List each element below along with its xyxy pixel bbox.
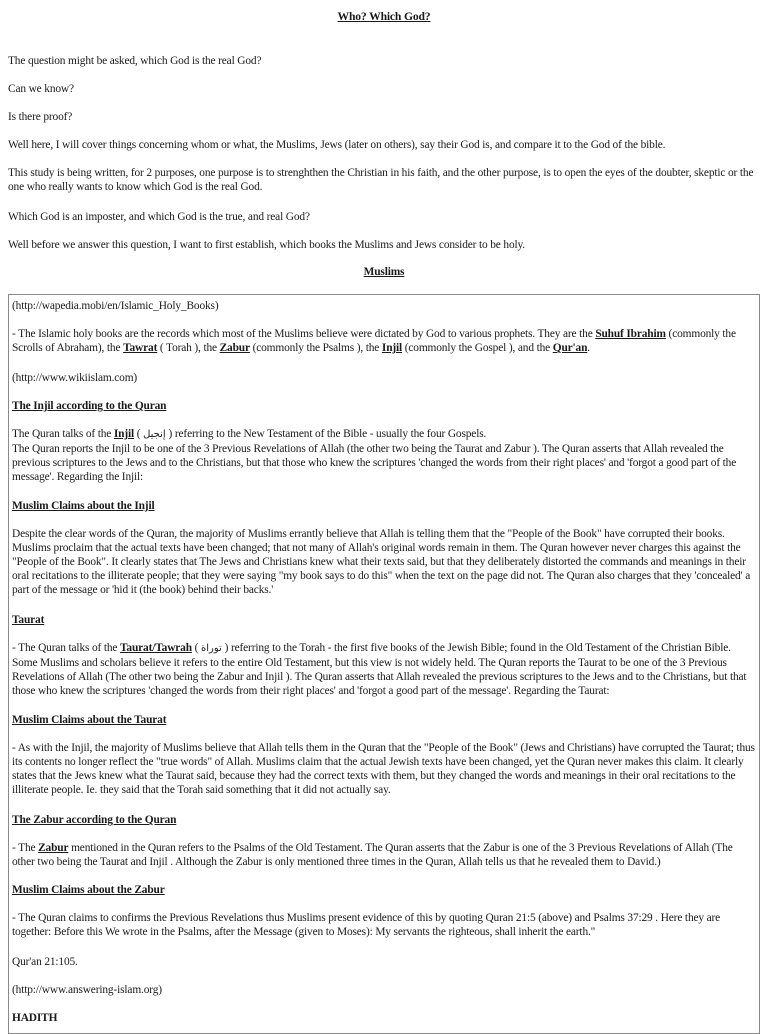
zabur-paragraph: - The Zabur mentioned in the Quran refers to the Psalms of the Old Testament. The Quran asserts that the Zabur is one of the 3 Previous Revelations of Allah (The other two being the Taurat and Injil . Although the Zabur is only mentioned three times in the Quran, Allah tells us that he revealed them to David.) <box>12 842 733 868</box>
heading-zabur-claims: Muslim Claims about the Zabur <box>12 884 165 896</box>
arabic-injil: إنجيل <box>143 429 166 440</box>
arabic-tawrah: توراة <box>200 643 222 654</box>
heading-injil-claims: Muslim Claims about the Injil <box>12 500 155 512</box>
heading-taurat: Taurat <box>12 614 45 626</box>
intro-paragraph: Well before we answer this question, I want to first establish, which books the Muslims and Jews consider to be holy. <box>8 239 526 251</box>
term-zabur: Zabur <box>38 842 69 854</box>
term-quran: Qur'an <box>552 342 588 354</box>
zabur-claims-paragraph: - The Quran claims to confirms the Previous Revelations thus Muslims present evidence of this by quoting Quran 21:5 (above) and Psalms 37:29 . Here they are together: Before this We wrote in the Psalms, after the Message (given to Moses): My servants the righteous, shall inherit the earth." <box>12 912 721 938</box>
source-link: (http://www.wikiislam.com) <box>12 372 138 384</box>
heading-hadith: HADITH <box>12 1012 58 1024</box>
heading-injil-quran: The Injil according to the Quran <box>12 400 167 412</box>
injil-paragraph: The Quran talks of the Injil ( إنجيل ) referring to the New Testament of the Bible - usually the four Gospels. The Quran reports the Injil to be one of the 3 Previous Revelations of Allah (the other two being the Taurat and Zabur ). The Quran asserts that Allah revealed the previous scriptures to the Jews and to the Christians, but that those who knew the scriptures 'changed the words from their right places' and 'forgot a good part of the message'. Regarding the Injil: <box>12 428 737 483</box>
heading-taurat-claims: Muslim Claims about the Taurat <box>12 714 167 726</box>
source-link: (http://wapedia.mobi/en/Islamic_Holy_Books) <box>12 300 219 312</box>
quran-reference: Qur'an 21:105. <box>12 956 78 968</box>
taurat-paragraph: - The Quran talks of the Taurat/Tawrah ( توراة ) referring to the Torah - the first five books of the Jewish Bible; found in the Old Testament of the Christian Bible. Some Muslims and scholars believe it refers to the entire Old Testament, but this view is not widely held. The Quran reports the Taurat to be one of the 3 Previous Revelations of Allah (The other two being the Zabur and Injil ). The Quran asserts that Allah revealed the previous scriptures to the Jews and to the Christians, but that those who knew the scriptures 'changed the words from their right places' and 'forgot a good part of the message'. Regarding the Taurat: <box>12 642 747 697</box>
intro-paragraph: Which God is an imposter, and which God is the true, and real God? <box>8 211 310 223</box>
intro-paragraph: Is there proof? <box>8 111 73 123</box>
intro-paragraph: The question might be asked, which God is the real God? <box>8 55 262 67</box>
injil-claims-paragraph: Despite the clear words of the Quran, the majority of Muslims errantly believe that Allah is telling them that the "People of the Book" have corrupted their books. Muslims proclaim that the actual texts have been changed; that not many of Allah's original words remain in them. The Quran however never charges this against the "People of the Book". It clearly states that The Jews and Christians knew what their texts said, but that they deliberately distorted the commands and meanings in their oral recitations to the illiterate people; that they were saying "my book says to do this" when the text on the page did not. The Quran also charges that they 'concealed' a part of the message or 'hid it (the book) behind their backs.' <box>12 528 751 596</box>
term-injil: Injil <box>381 342 403 354</box>
heading-zabur-quran: The Zabur according to the Quran <box>12 814 177 826</box>
term-suhuf-ibrahim: Suhuf Ibrahim <box>595 328 666 340</box>
document-title: Who? Which God? <box>337 10 431 23</box>
term-injil: Injil <box>113 428 135 440</box>
intro-paragraph: Well here, I will cover things concerning whom or what, the Muslims, Jews (later on others), say their God is, and compare it to the God of the bible. <box>8 139 666 151</box>
holy-books-paragraph: - The Islamic holy books are the records which most of the Muslims believe were dictated by God to various prophets. They are the Suhuf Ibrahim (commonly the Scrolls of Abraham), the Tawrat ( Torah ), the Zabur (commonly the Psalms ), the Injil (commonly the Gospel ), and the Qur'an. <box>12 328 736 354</box>
intro-paragraph: This study is being written, for 2 purposes, one purpose is to strenghthen the Christian in his faith, and the other purpose, is to open the eyes of the doubter, skeptic or the one who really wants to know which God is the real God. <box>8 167 754 193</box>
section-heading-muslims: Muslims <box>363 266 405 278</box>
taurat-claims-paragraph: - As with the Injil, the majority of Muslims believe that Allah tells them in the Quran that the "People of the Book" (Jews and Christians) have corrupted the Taurat; thus its contents no longer reflect the "true words" of Allah. Muslims claim that the actual Jewish texts have been changed, yet the Quran never makes this claim. It clearly states that the Jews knew what the Taurat said, because they had the correct texts with them, but they changed the words and meanings in their oral recitations to the illiterate people. Ie. they said that the Torah said something that it did not actually say. <box>12 742 755 796</box>
term-tawrat: Tawrat <box>123 342 158 354</box>
source-link: (http://www.answering-islam.org) <box>12 984 162 996</box>
term-taurat-tawrah: Taurat/Tawrah <box>120 642 192 654</box>
content-box <box>8 294 760 1034</box>
intro-paragraph: Can we know? <box>8 83 74 95</box>
term-zabur: Zabur <box>219 342 250 354</box>
